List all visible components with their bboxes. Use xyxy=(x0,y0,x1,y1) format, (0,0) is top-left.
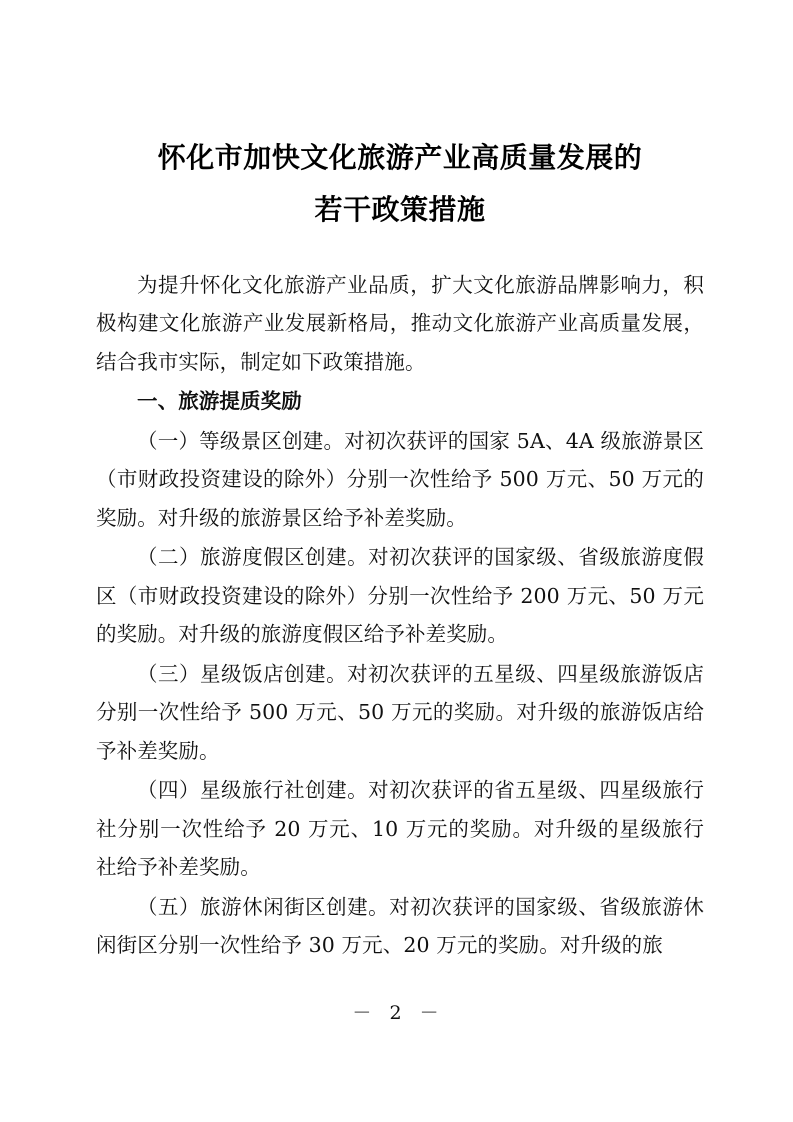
page-footer xyxy=(0,998,793,1025)
paragraph-intro: 为提升怀化文化旅游产业品质，扩大文化旅游品牌影响力，积极构建文化旅游产业发展新格局，推动文化旅游产业高质量发展，结合我市实际，制定如下政策措施。 xyxy=(96,272,704,374)
paragraph-item-2: （二）旅游度假区创建。对初次获评的国家级、省级旅游度假区（市财政投资建设的除外）分别一次性给予 200 万元、50 万元的奖励。对升级的旅游度假区给予补差奖励。 xyxy=(96,545,704,647)
page-number: 2 xyxy=(389,1002,404,1024)
section-heading-1: 一、旅游提质奖励 xyxy=(137,389,302,414)
paragraph-item-5: （五）旅游休闲街区创建。对初次获评的国家级、省级旅游休闲街区分别一次性给予 30 万元、20 万元的奖励。对升级的旅 xyxy=(96,894,704,958)
paragraph-item-4: （四）星级旅行社创建。对初次获评的省五星级、四星级旅行社分别一次性给予 20 万元、10 万元的奖励。对升级的星级旅行社给予补差奖励。 xyxy=(96,778,704,880)
page-content xyxy=(96,0,704,966)
paragraph-item-3: （三）星级饭店创建。对初次获评的五星级、四星级旅游饭店分别一次性给予 500 万元、50 万元的奖励。对升级的旅游饭店给予补差奖励。 xyxy=(96,661,704,763)
page-title xyxy=(96,0,704,236)
paragraph-item-1: （一）等级景区创建。对初次获评的国家 5A、4A 级旅游景区（市财政投资建设的除外）分别一次性给予 500 万元、50 万元的奖励。对升级的旅游景区给予补差奖励。 xyxy=(96,428,704,530)
title-line-1: 怀化市加快文化旅游产业高质量发展的 xyxy=(157,141,643,174)
footer-right-dash: － xyxy=(419,1002,441,1024)
body-text xyxy=(96,266,704,965)
footer-left-dash: － xyxy=(352,1002,374,1024)
title-line-2: 若干政策措施 xyxy=(314,192,486,226)
